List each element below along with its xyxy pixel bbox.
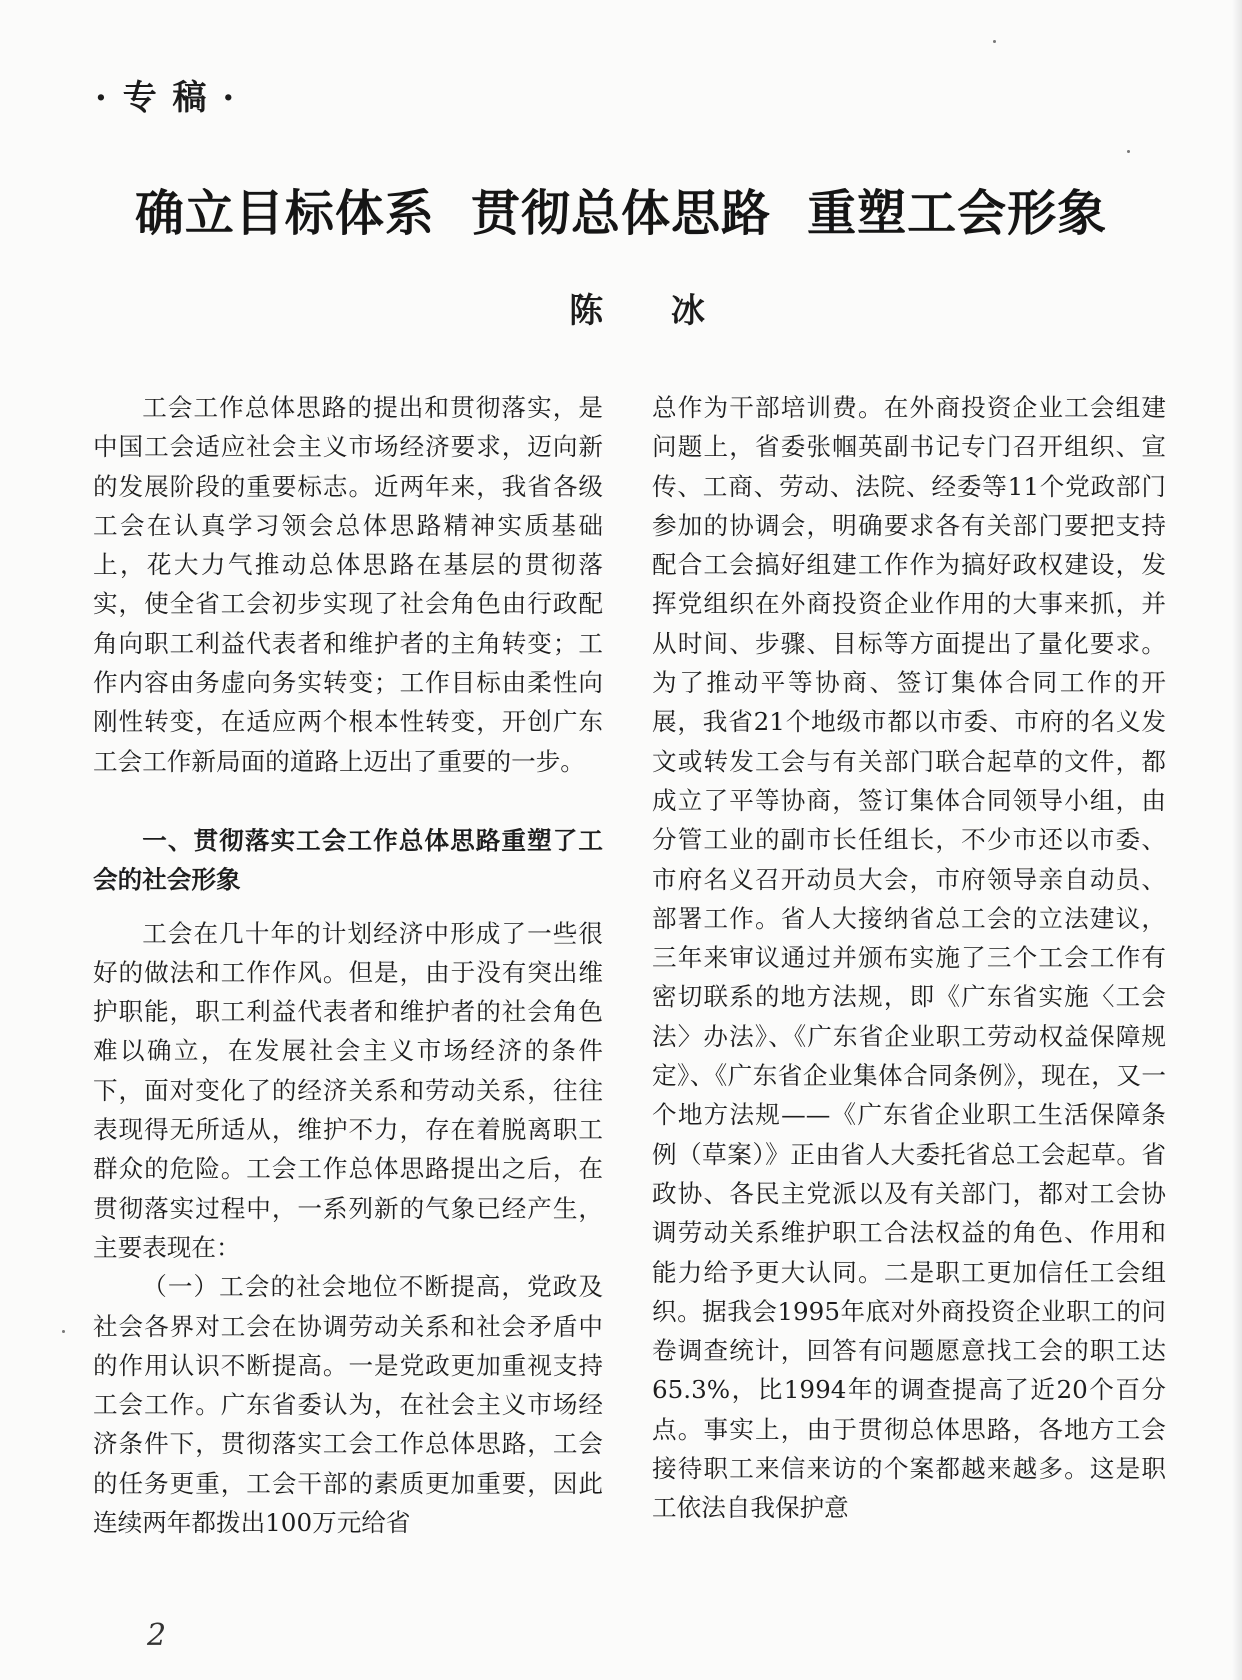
scan-speck	[1127, 150, 1130, 153]
intro-paragraph: 工会工作总体思路的提出和贯彻落实，是中国工会适应社会主义市场经济要求，迈向新的发展阶段的重要标志。近两年来，我省各级工会在认真学习领会总体思路精神实质基础上，花大力气推动总体思路在基层的贯彻落实，使全省工会初步实现了社会角色由行政配角向职工利益代表者和维护者的主角转变；工作内容由务虚向务实转变；工作目标由柔性向刚性转变，在适应两个根本性转变，开创广东工会工作新局面的道路上迈出了重要的一步。	[93, 393, 603, 776]
left-column	[93, 388, 603, 1542]
section-heading: 一、贯彻落实工会工作总体思路重塑了工会的社会形象	[93, 825, 603, 895]
section-tag-label: 专 稿	[122, 78, 209, 118]
body-paragraph: （一）工会的社会地位不断提高，党政及社会各界对工会在协调劳动关系和社会矛盾中的作用认识不断提高。一是党政更加重视支持工会工作。广东省委认为，在社会主义市场经济条件下，贯彻落实工会工作总体思路，工会的任务更重，工会干部的素质更加重要，因此连续两年都拨出100万元给省	[93, 1272, 603, 1538]
body-paragraph: 工会在几十年的计划经济中形成了一些很好的做法和工作作风。但是，由于没有突出维护职能，职工利益代表者和维护者的社会角色难以确立，在发展社会主义市场经济的条件下，面对变化了的经济关系和劳动关系，往往表现得无所适从，维护不力，存在着脱离职工群众的危险。工会工作总体思路提出之后，在贯彻落实过程中，一系列新的气象已经产生，主要表现在：	[93, 918, 603, 1262]
scan-speck	[62, 1330, 65, 1333]
bullet-dot-icon: ·	[222, 78, 237, 118]
page-number: 2	[147, 1618, 167, 1653]
article-author: 陈 冰	[569, 291, 733, 331]
scan-edge-shadow	[1232, 0, 1242, 1680]
article-title: 确立目标体系 贯彻总体思路 重塑工会形象	[134, 185, 1108, 242]
body-paragraph: 总作为干部培训费。在外商投资企业工会组建问题上，省委张帼英副书记专门召开组织、宣传、工商、劳动、法院、经委等11个党政部门参加的协调会，明确要求各有关部门要把支持配合工会搞好组建工作作为搞好政权建设，发挥党组织在外商投资企业作用的大事来抓，并从时间、步骤、目标等方面提出了量化要求。为了推动平等协商、签订集体合同工作的开展，我省21个地级市都以市委、市府的名义发文或转发工会与有关部门联合起草的文件，都成立了平等协商，签订集体合同领导小组，由分管工业的副市长任组长，不少市还以市委、市府名义召开动员大会，市府领导亲自动员、部署工作。省人大接纳省总工会的立法建议，三年来审议通过并颁布实施了三个工会工作有密切联系的地方法规，即《广东省实施〈工会法〉办法》、《广东省企业职工劳动权益保障规定》、《广东省企业集体合同条例》，现在，又一个地方法规——《广东省企业职工生活保障条例（草案）》正由省人大委托省总工会起草。省政协、各民主党派以及有关部门，都对工会协调劳动关系维护职工合法权益的角色、作用和能力给予更大认同。二是职工更加信任工会组织。据我会1995年底对外商投资企业职工的问卷调查统计，回答有问题愿意找工会的职工达65.3%，比1994年的调查提高了近20个百分点。事实上，由于贯彻总体思路，各地方工会接待职工来信来访的个案都越来越多。这是职工依法自我保护意	[652, 393, 1166, 1523]
scan-speck	[993, 40, 996, 43]
right-column	[652, 388, 1166, 1528]
section-tag	[95, 70, 236, 119]
bullet-dot-icon: ·	[95, 78, 109, 118]
